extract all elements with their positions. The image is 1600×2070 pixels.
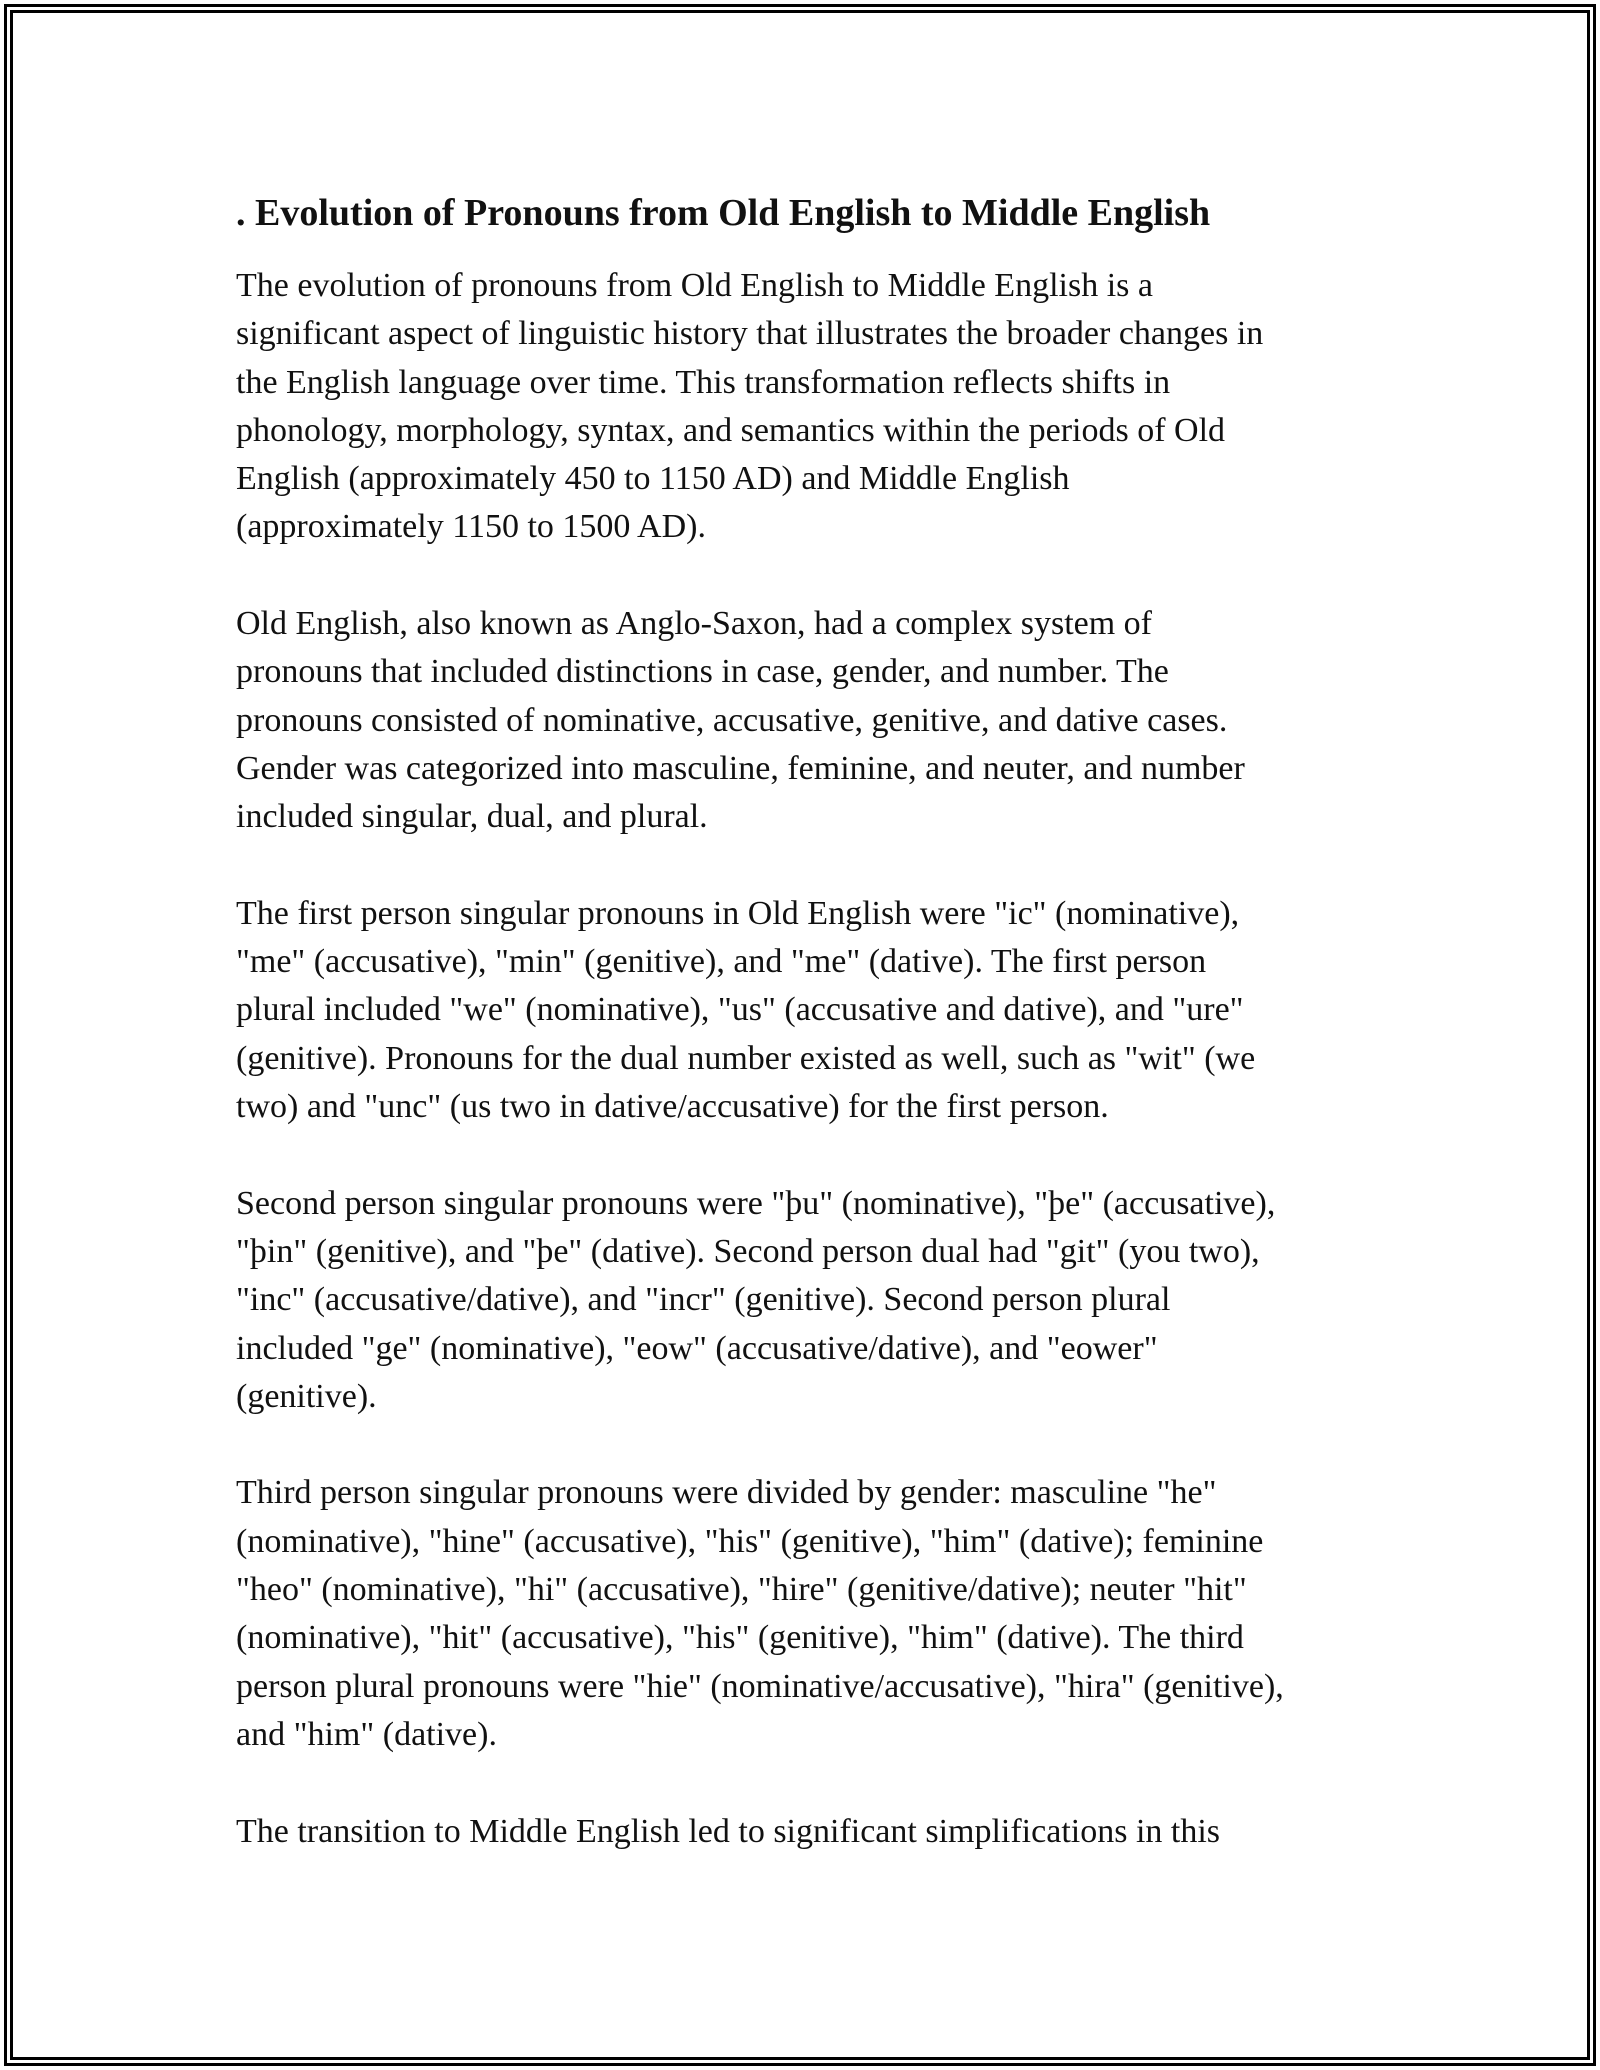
- paragraph-second-person: Second person singular pronouns were "þu" (nominative), "þe" (accusative), "þin" (genitive), and "þe" (dative). Second person dual had "git" (you two), "inc" (accusative/dative), and "incr" (genitive). Second person plural included "ge" (nominative), "eow" (accusative/dative), and "eower" (genitive).: [236, 1184, 1276, 1415]
- paragraph-middle-english-transition: The transition to Middle English led to significant simplifications in this: [236, 1812, 1221, 1850]
- paragraph-intro: The evolution of pronouns from Old English to Middle English is a significant aspect of linguistic history that illustrates the broader changes in the English language over time. This transformation reflects shifts in phonology, morphology, syntax, and semantics within the periods of Old English (approximately 450 to 1150 AD) and Middle English (approximately 1150 to 1500 AD).: [236, 267, 1264, 546]
- paragraph-third-person: Third person singular pronouns were divided by gender: masculine "he" (nominative), "hine" (accusative), "his" (genitive), "him" (dative); feminine "heo" (nominative), "hi" (accusative), "hire" (genitive/dative); neuter "hit" (nominative), "hit" (accusative), "his" (genitive), "him" (dative). The third person plural pronouns were "hie" (nominative/accusative), "hira" (genitive), and "him" (dative).: [236, 1474, 1284, 1753]
- document-body: [236, 186, 1376, 1904]
- section-heading: . Evolution of Pronouns from Old English to Middle English: [236, 192, 1211, 234]
- paragraph-old-english-system: Old English, also known as Anglo-Saxon, had a complex system of pronouns that included distinctions in case, gender, and number. The pronouns consisted of nominative, accusative, genitive, and dative cases. Gender was categorized into masculine, feminine, and neuter, and number included singular, dual, and plural.: [236, 605, 1245, 836]
- paragraph-first-person: The first person singular pronouns in Old English were "ic" (nominative), "me" (accusative), "min" (genitive), and "me" (dative). The first person plural included "we" (nominative), "us" (accusative and dative), and "ure" (genitive). Pronouns for the dual number existed as well, such as "wit" (we two) and "unc" (us two in dative/accusative) for the first person.: [236, 894, 1256, 1126]
